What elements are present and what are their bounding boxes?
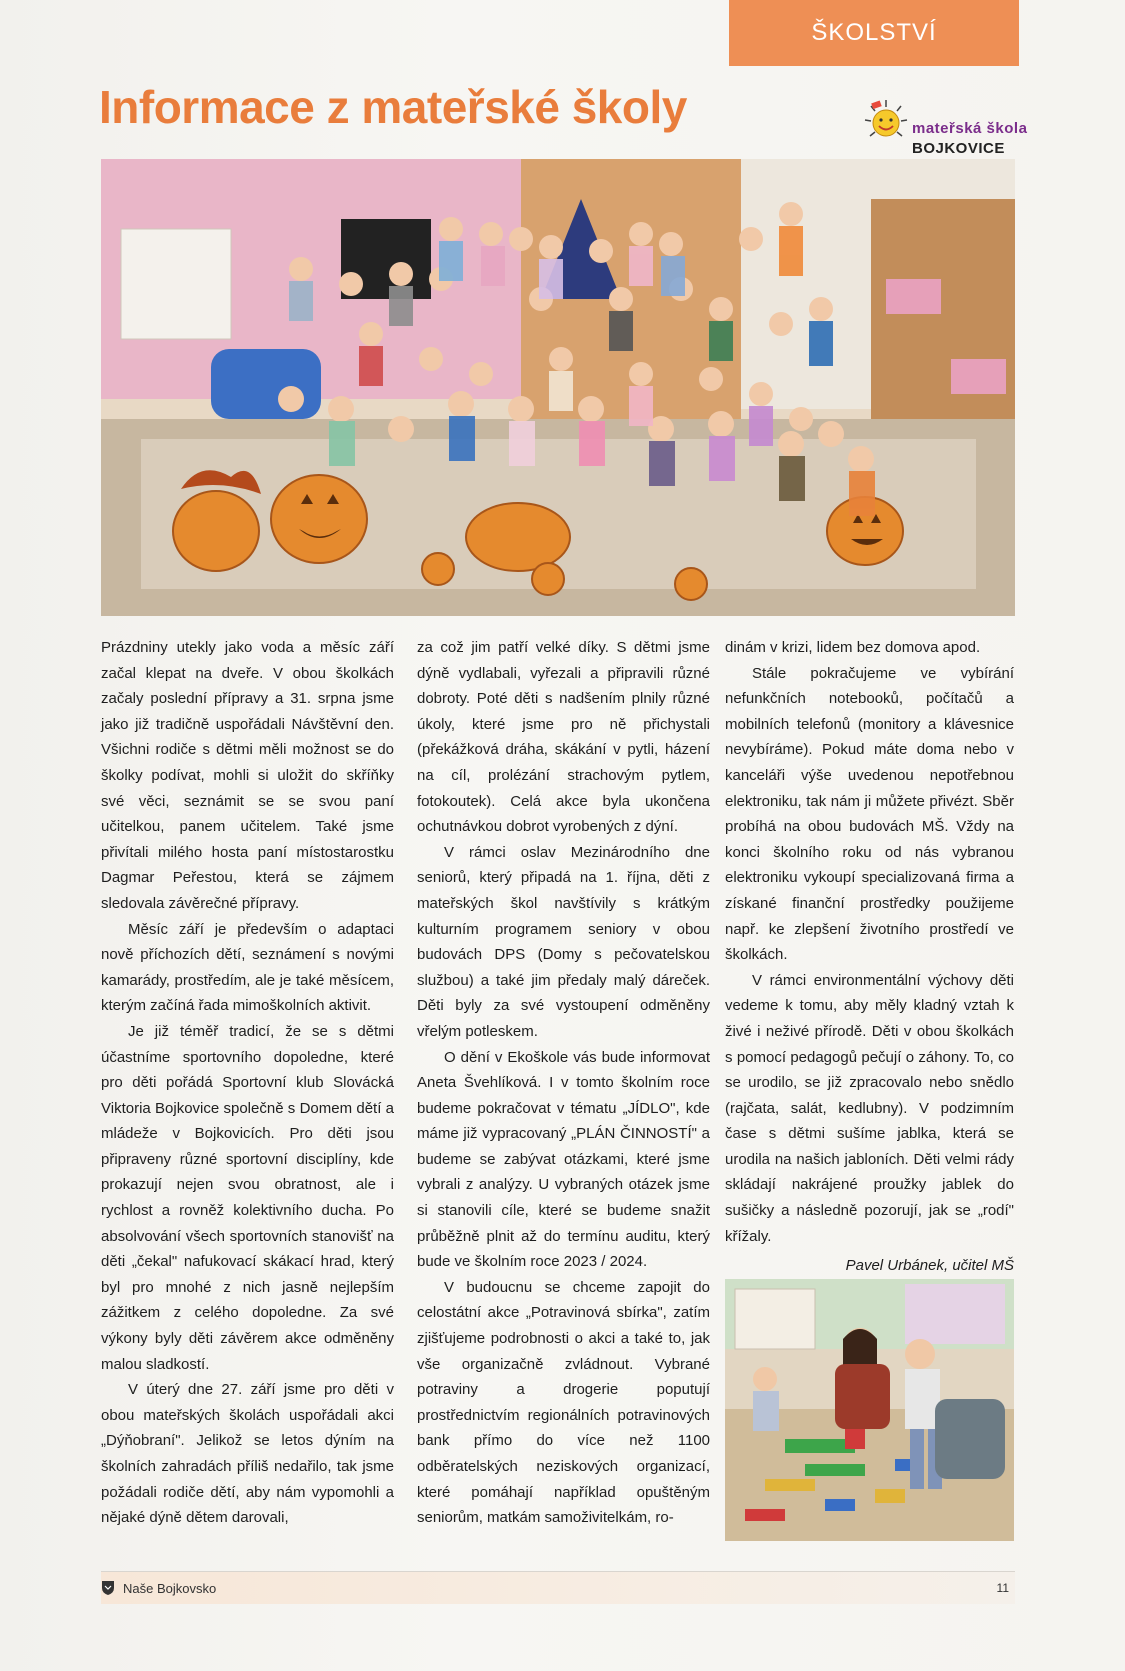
section-tab-label: ŠKOLSTVÍ [811, 19, 937, 46]
page-number: 11 [996, 1581, 1009, 1595]
footer-publication [101, 1580, 216, 1596]
logo-text-line1: mateřská škola [912, 120, 1028, 137]
author-signature: Pavel Urbánek, učitel MŠ [845, 1257, 1014, 1275]
paragraph: Stále pokračujeme ve vybírání nefunkčních notebooků, počítačů a mobilních telefonů (monitory a klávesnice nevybíráme). Pokud máte doma nebo v kanceláři výše uvedenou nepotřebnou elektroniku, tak nám ji můžete přivézt. Sběr probíhá na obou budovách MŠ. Vždy na konci školního roku od nás vybranou elektroniku vykoupí specializovaná firma a získané finanční prostředky použijeme např. ke zlepšení životního prostředí ve školkách. [725, 664, 1014, 964]
paragraph: Měsíc září je především o adaptaci nově příchozích dětí, seznámení s novými kamarády, prostředím, ale je také měsícem, kterým začíná řada mimoškolních aktivit. [101, 920, 394, 1015]
paragraph: V úterý dne 27. září jsme pro děti v obou mateřských školách uspořádali akci „Dýňobraní". Jelikož se letos dýním na školních zahradách příliš nedařilo, tak jsme požádali rodiče dětí, aby nám vypomohli a nějaké dýně dětem darovali, [101, 1381, 394, 1527]
text-column-3 [725, 635, 1014, 1279]
text-column-1 [101, 635, 394, 1531]
article-title: Informace z mateřské školy [99, 81, 687, 133]
paragraph: Prázdniny utekly jako voda a měsíc září začal klepat na dveře. V obou školkách začaly poslední přípravy a 31. srpna jsme jako již tradičně uspořádali Návštěvní den. Všichni rodiče s dětmi měli možnost se do školky podívat, mohli si uložit do skříňky své věci, seznámit se se svou paní učitelkou, panem učitelem. Také jsme přivítali milého hosta paní místostarostku Dagmar Peřestou, která se zájmem sledovala závěrečné přípravy. [101, 639, 394, 912]
paragraph: O dění v Ekoškole vás bude informovat Aneta Švehlíková. I v tomto školním roce budeme pokračovat v tématu „JÍDLO", kde máme již vypracovaný „PLÁN ČINNOSTÍ" a budeme se zabývat otázkami, které jsme vybrali z analýzy. U vybraných otázek jsme si stanovili cíle, které se budeme snažit průběžně plnit až do termínu auditu, který bude ve školním roce 2023 / 2024. [417, 1048, 710, 1271]
paragraph: V rámci environmentální výchovy děti vedeme k tomu, aby měly kladný vztah k živé i neživé přírodě. Děti v obou školkách s pomocí pedagogů pečují o záhony. To, co se urodilo, se již zpracovalo nebo snědlo (rajčata, salát, kedlubny). V podzimním čase s dětmi sušíme jablka, která se urodila na našich jabloních. Děti velmi rády skládají nakrájené proužky jablek do sušičky a následně pozorují, jak se „rodí" křížaly. [725, 971, 1014, 1245]
class-group-photo [101, 159, 1015, 616]
sun-icon [862, 98, 912, 150]
paragraph: V budoucnu se chceme zapojit do celostátní akce „Potravinová sbírka", zatím zjišťujeme podrobnosti o akci a také to, jak vše organizačně zvládnout. Vybrané potraviny a drogerie poputují prostřednictvím regionálních potravinových bank přímo do více než 1100 odběratelských neziskových organizací, které pomáhají například opuštěným seniorům, matkám samoživitelkám, ro- [417, 1278, 710, 1527]
classroom-play-photo [725, 1279, 1014, 1541]
paragraph: Je již téměř tradicí, že se s dětmi účastníme sportovního dopoledne, které pro děti pořádá Sportovní klub Slovácká Viktoria Bojkovice společně s Domem dětí a mládeže v Bojkovicích. Pro děti jsou připraveny různé sportovní disciplíny, kde prokazují nejen svou obratnost, ale i rychlost a rovněž kolektivního ducha. Po absolvování všech sportovních stanovišť na děti „čekal" nafukovací skákací hrad, který byl pro mnohé z nich jasně nejlepším zážitkem z celého dopoledne. Za své výkony byly děti závěrem akce odměněny malou sladkostí. [101, 1022, 394, 1373]
page-footer [101, 1571, 1015, 1604]
paragraph: dinám v krizi, lidem bez domova apod. [725, 639, 981, 656]
paragraph: za což jim patří velké díky. S dětmi jsme dýně vydlabali, vyřezali a připravili různé dobroty. Poté děti s nadšením plnily různé úkoly, které jsme pro ně přichystali (překážková dráha, skákání v pytli, házení na cíl, prolézání strachovým pytlem, fotokoutek). Celá akce byla ukončena ochutnávkou dobrot vyrobených z dýní. [417, 639, 710, 836]
logo-text-line2: BOJKOVICE [912, 140, 1005, 157]
publication-name: Naše Bojkovsko [123, 1580, 217, 1596]
school-logo [862, 98, 1028, 168]
paragraph: V rámci oslav Mezinárodního dne seniorů, který připadá na 1. října, děti z mateřských škol navštívily s krátkým kulturním programem seniory v obou budovách DPS (Domy s pečovatelskou službou) a také jim předaly malý dáreček. Děti byly za své vystoupení odměněny vřelým potleskem. [417, 843, 710, 1040]
text-column-2 [417, 635, 710, 1531]
section-tab [729, 0, 1019, 66]
shield-icon [101, 1580, 115, 1596]
